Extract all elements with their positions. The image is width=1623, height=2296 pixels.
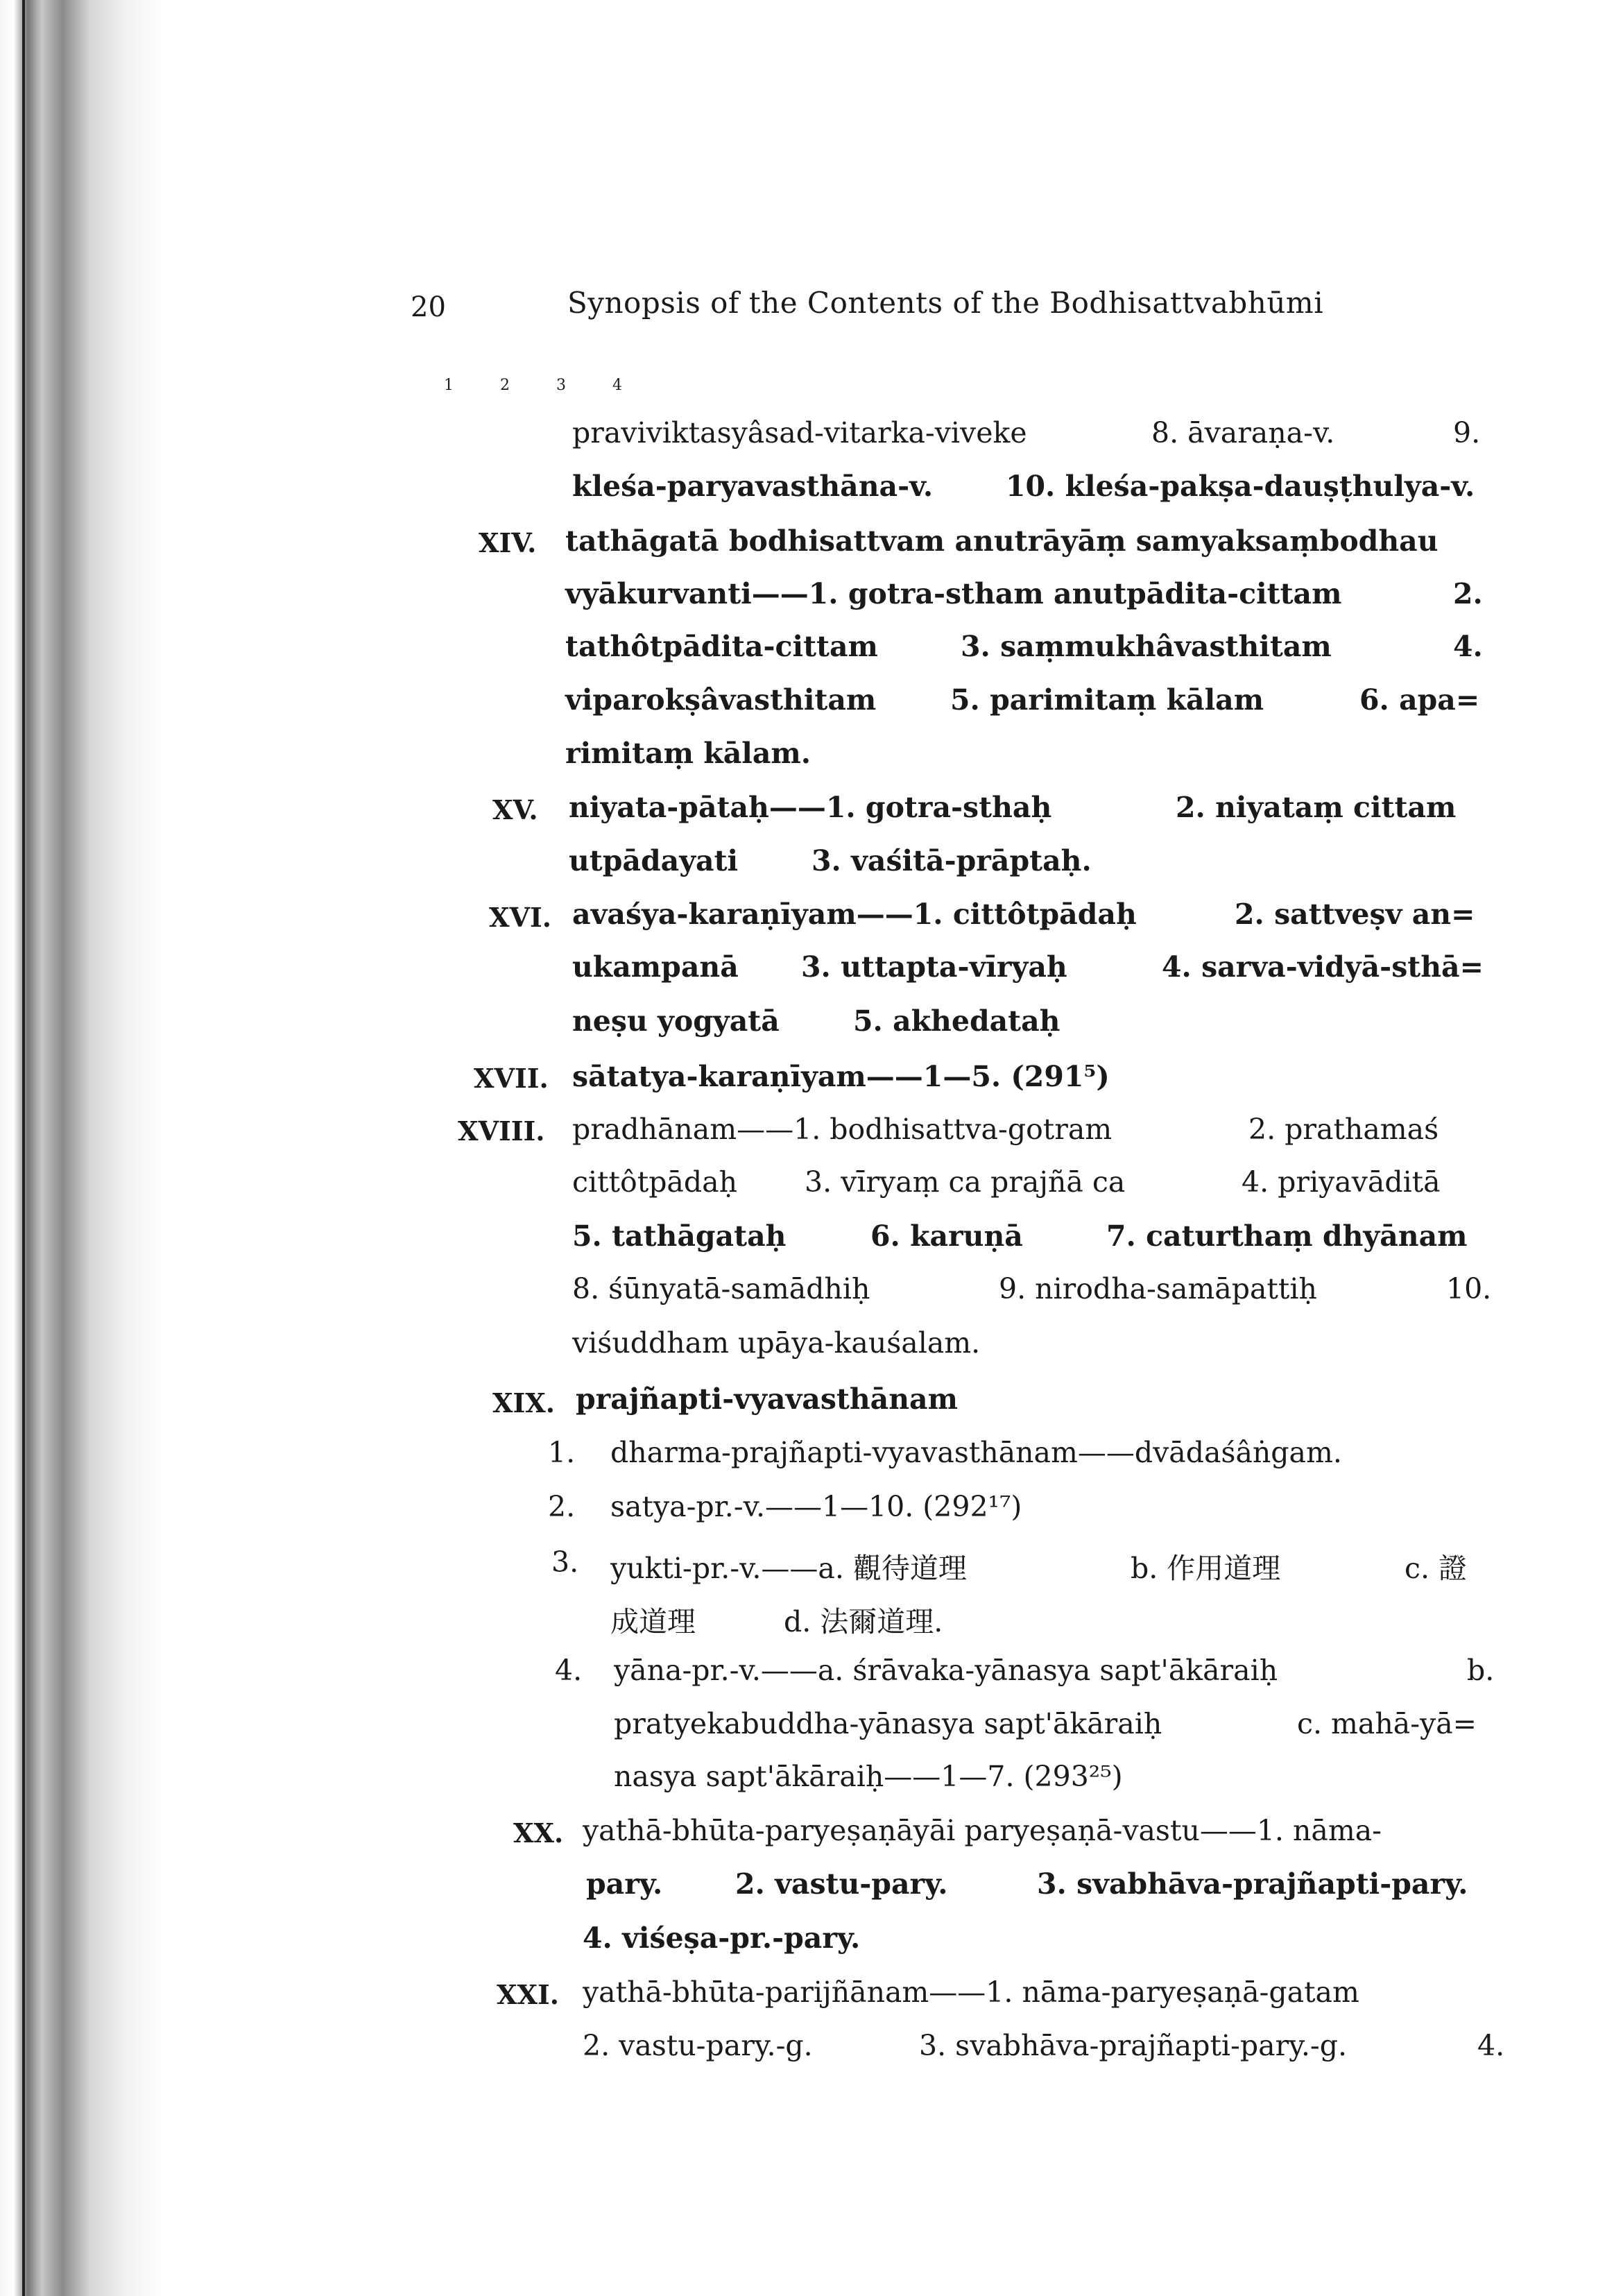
page-edge-line: [22, 0, 25, 2296]
page-number: 20: [411, 291, 446, 323]
section-numeral: XV.: [492, 794, 538, 825]
section-numeral: XVIII.: [458, 1115, 545, 1147]
running-title: Synopsis of the Contents of the Bodhisattvabhūmi: [567, 286, 1324, 320]
section-numeral: XIX.: [492, 1387, 555, 1419]
section-numeral: XXI.: [497, 1979, 559, 2010]
column-numbers: 1 2 3 4: [444, 377, 643, 394]
section-numeral: XIV.: [479, 527, 537, 558]
section-numeral: XX.: [513, 1817, 564, 1849]
section-numeral: XVI.: [489, 902, 551, 933]
section-numeral: XVII.: [474, 1063, 549, 1094]
